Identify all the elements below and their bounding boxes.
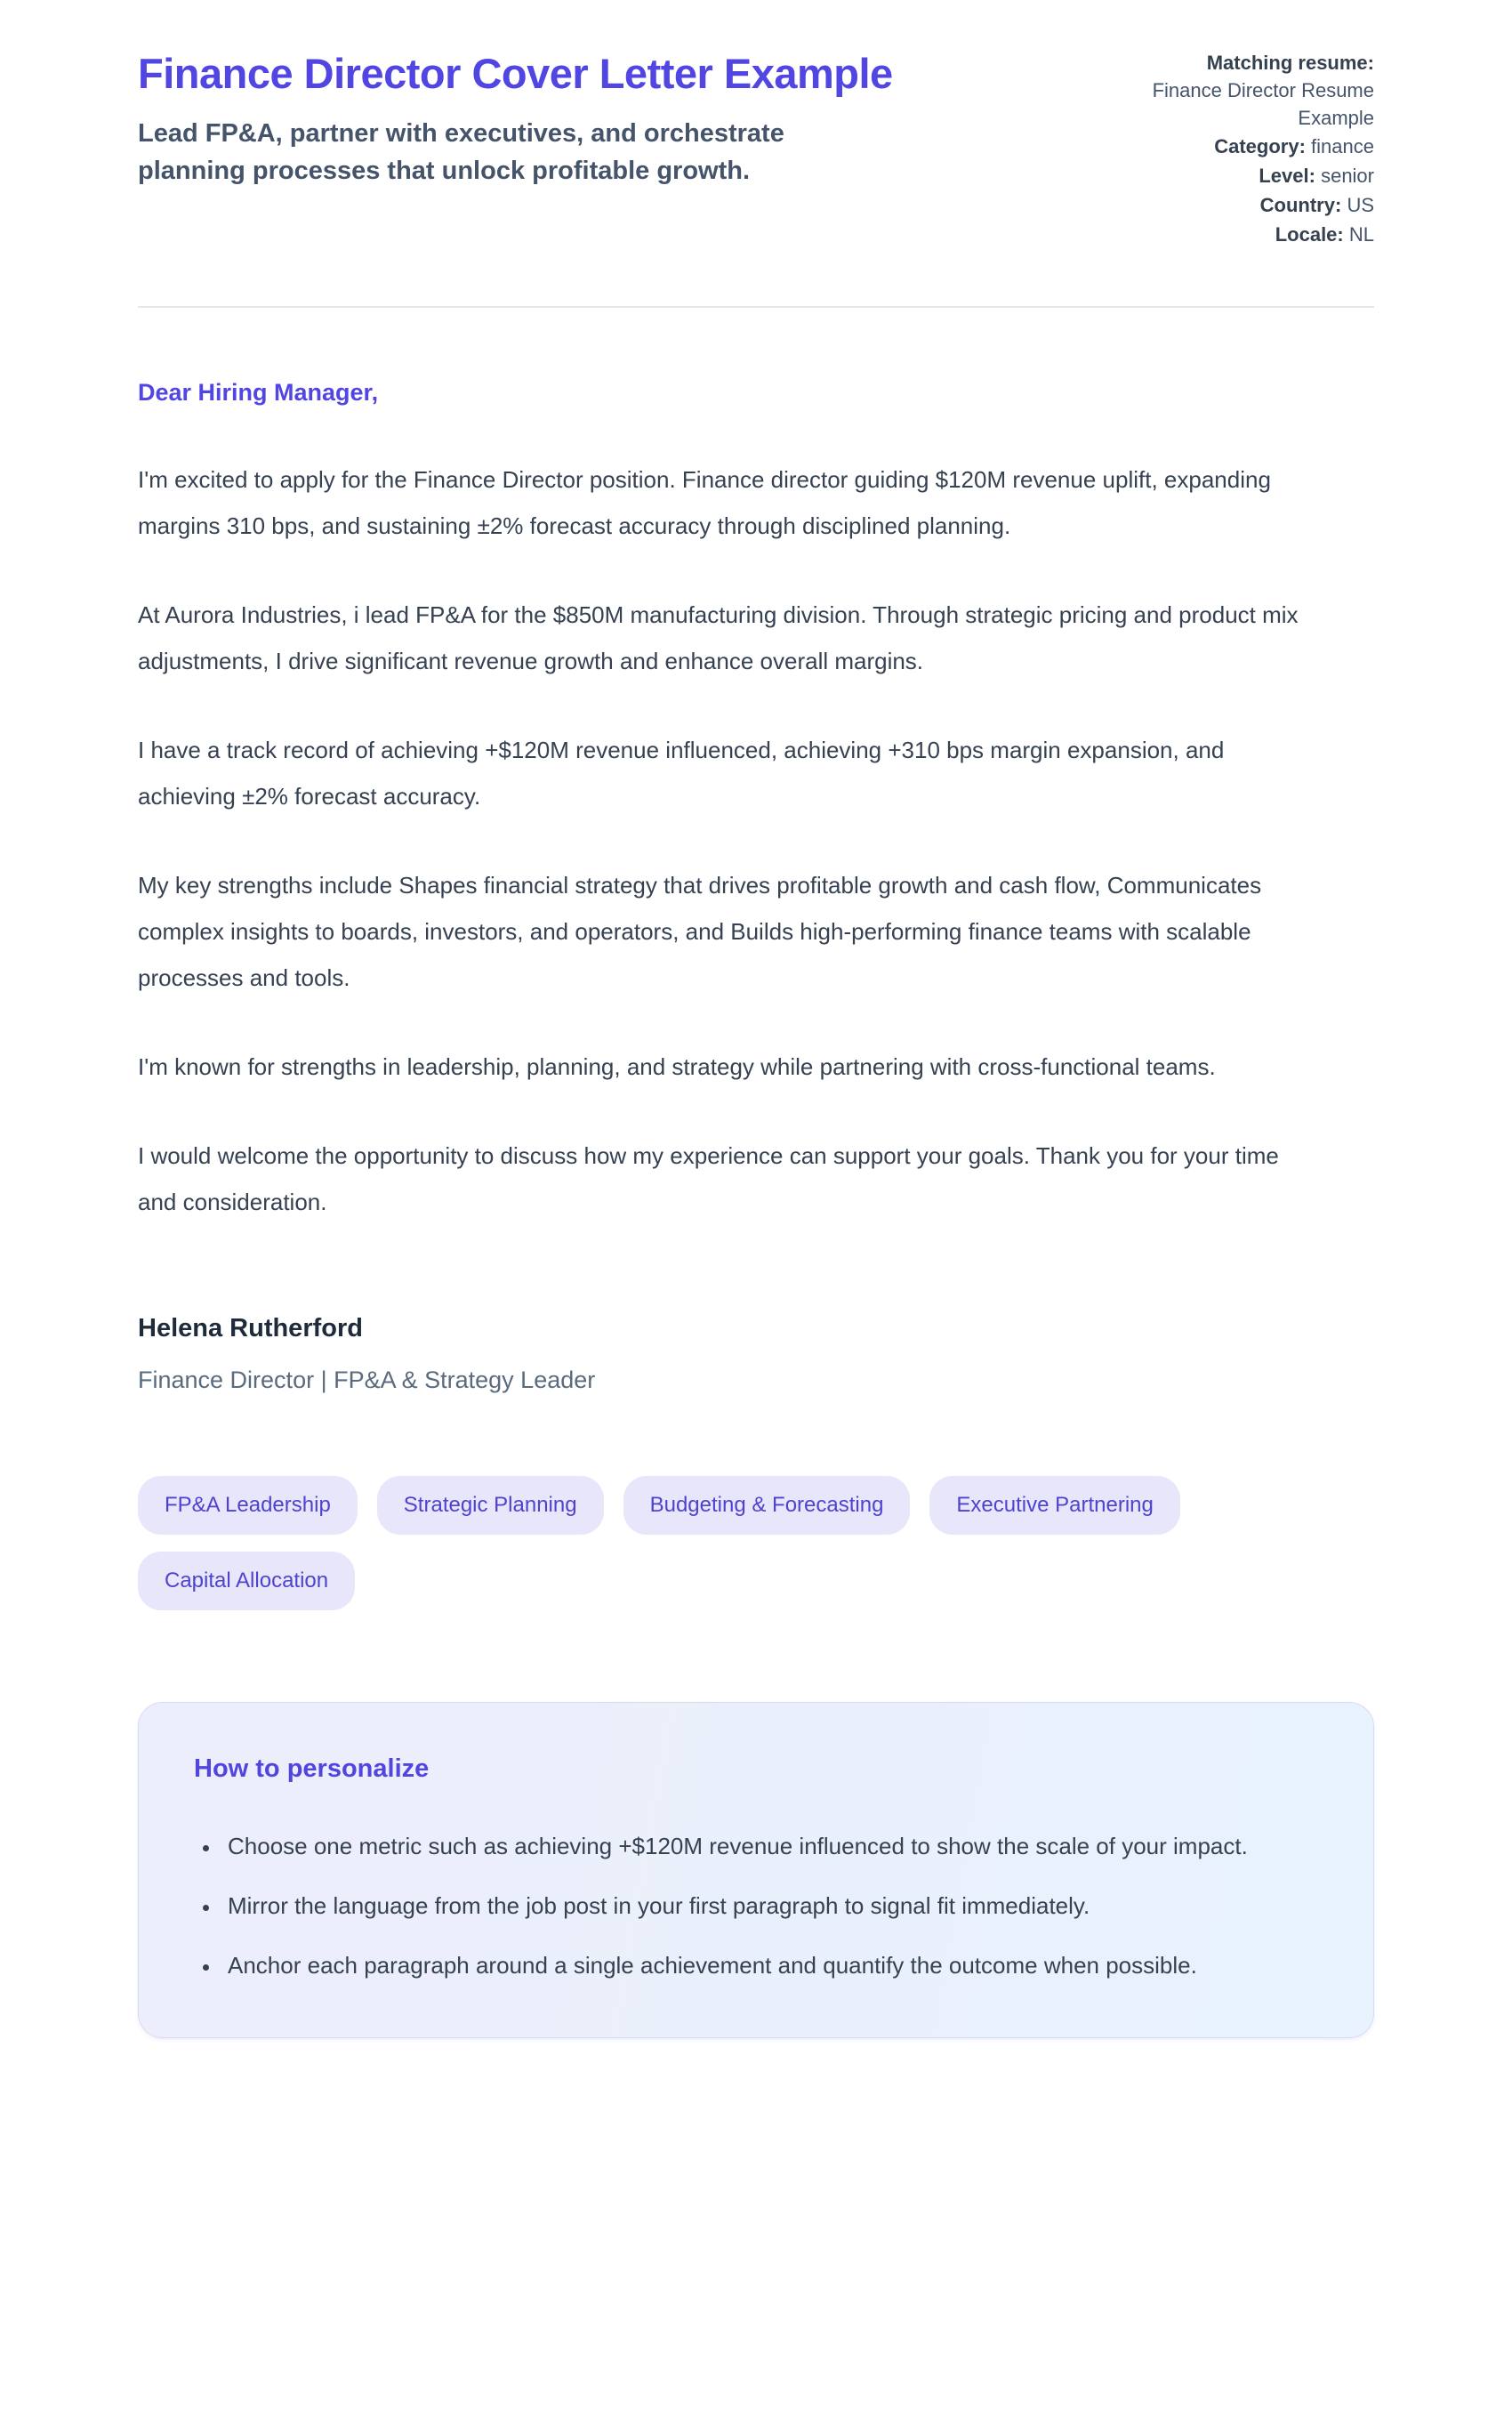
page-title: Finance Director Cover Letter Example	[138, 50, 893, 97]
country-value: US	[1347, 193, 1374, 216]
category-label: Category:	[1214, 135, 1306, 158]
meta-level	[1121, 163, 1374, 190]
page-header	[138, 46, 1374, 251]
letter-paragraph: I have a track record of achieving +$120M revenue influenced, achieving +310 bps margin expansion, and achieving ±2% forecast accuracy.	[138, 736, 1225, 810]
meta-country	[1121, 192, 1374, 220]
personalize-tip: • Anchor each paragraph around a single achievement and quantify the outcome when possible.	[221, 1942, 1295, 1989]
skill-tags	[138, 1476, 1374, 1610]
header-title-block	[138, 46, 1081, 189]
meta-matching-resume	[1121, 50, 1374, 132]
meta-category	[1121, 133, 1374, 161]
personalize-tip: • Choose one metric such as achieving +$120M revenue influenced to show the scale of your impact.	[221, 1823, 1295, 1870]
personalize-tip-list	[194, 1823, 1318, 1990]
resume-meta	[1121, 46, 1374, 251]
category-value: finance	[1311, 135, 1374, 158]
skill-tag: Budgeting & Forecasting	[623, 1476, 911, 1535]
letter-paragraph: I'm known for strengths in leadership, planning, and strategy while partnering with cross-functional teams.	[138, 1052, 1216, 1080]
header-divider	[138, 306, 1374, 308]
locale-value: NL	[1348, 222, 1374, 246]
matching-resume-label: Matching resume:	[1206, 52, 1374, 74]
locale-label: Locale:	[1275, 222, 1344, 246]
signature-name: Helena Rutherford	[138, 1313, 363, 1343]
meta-locale	[1121, 222, 1374, 249]
letter-body	[138, 379, 1374, 1394]
matching-resume-value: Finance Director Resume Example	[1152, 78, 1374, 129]
page-subtitle: Lead FP&A, partner with executives, and orchestrate planning processes that unlock profitable growth.	[138, 119, 784, 186]
how-to-personalize-box	[138, 1702, 1374, 2039]
skill-tag: Executive Partnering	[929, 1476, 1179, 1535]
skill-tag: Capital Allocation	[138, 1552, 355, 1610]
letter-paragraph: I'm excited to apply for the Finance Director position. Finance director guiding $120M revenue uplift, expanding margins 310 bps, and sustaining ±2% forecast accuracy through disciplined planning.	[138, 465, 1271, 539]
letter-paragraph: At Aurora Industries, i lead FP&A for the $850M manufacturing division. Through strategic pricing and product mix adjustments, I drive significant revenue growth and enhance overall margins.	[138, 601, 1299, 674]
letter-paragraph: I would welcome the opportunity to discuss how my experience can support your goals. Thank you for your time and consideration.	[138, 1141, 1279, 1215]
level-value: senior	[1321, 165, 1374, 188]
letter-paragraph: My key strengths include Shapes financial strategy that drives profitable growth and cash flow, Communicates complex insights to boards, investors, and operators, and Builds high-performing finance teams with scalable processes and tools.	[138, 871, 1262, 991]
signature-title: Finance Director | FP&A & Strategy Leader	[138, 1366, 596, 1393]
personalize-heading: How to personalize	[194, 1754, 430, 1783]
skill-tag: Strategic Planning	[377, 1476, 604, 1535]
level-label: Level:	[1259, 165, 1315, 188]
country-label: Country:	[1259, 193, 1342, 216]
skill-tag: FP&A Leadership	[138, 1476, 358, 1535]
letter-salutation: Dear Hiring Manager,	[138, 378, 379, 406]
personalize-tip: • Mirror the language from the job post in your first paragraph to signal fit immediately.	[221, 1883, 1295, 1930]
